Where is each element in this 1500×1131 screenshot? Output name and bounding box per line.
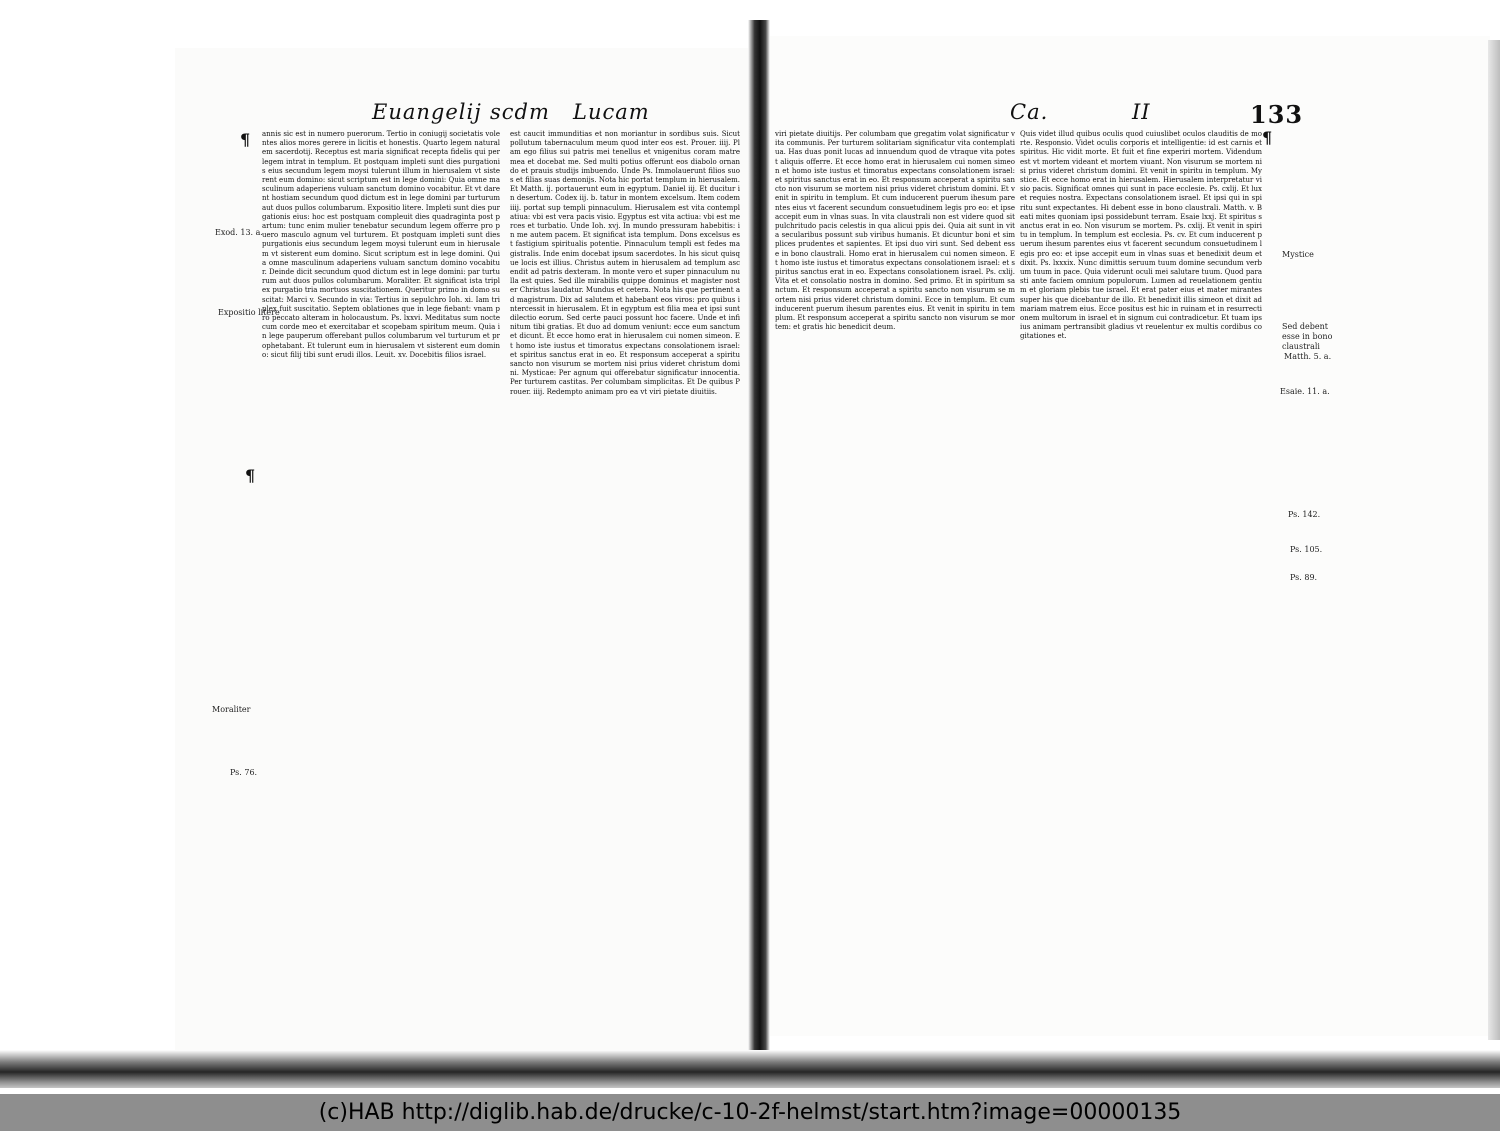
left-page-column-2 [510,130,740,850]
column-text: viri pietate diuitijs. Per columbam que gregatim volat significatur vita communis. Per turturem solitariam significatur vita contemplatiua. Has duas ponit lucas ad innuendum quod de vtraque vita potest aliquis offerre. Et ecce homo erat in hierusalem cui nomen simeon et homo iste iustus et timoratus expectans consolationem israel: et spiritus sanctus erat in eo. Et responsum acceperat a spiritu sancto non visurum se mortem nisi prius videret christum domini. Et venit in spiritu in templum. Et cum inducerent puerum ihesum parentes eius vt facerent secundum consuetudinem legis pro eo: et ipse accepit eum in vlnas suas. In vita claustrali non est videre quod sit pulchritudo pacis celestis in qua alicui ppis dei. Quia ait sunt in vita secularibus possunt sub viribus humanis. Et dicuntur boni et simplices prudentes et sapientes. Et ipsi duo viri sunt. Sed debent esse in bono claustrali. Homo erat in hierusalem cui nomen simeon. Et homo iste iustus et timoratus expectans consolationem israel: et spiritus sanctus erat in eo. Expectans consolationem israel. Ps. cxlij. Vita et et consolatio nostra in domino. Sed primo. Et in spiritum sanctum. Et responsum acceperat a spiritu sancto non visurum se mortem nisi prius videret christum domini. Ecce in templum. Et cum inducerent puerum ihesum parentes eius. Et venit in spiritu in templum. Et responsum acceperat a spiritu sancto non visurum se mortem: et gratis hic benedicit deum. [775,130,1015,332]
margin-note-mystice: Mystice [1282,250,1314,259]
paragraph-mark: ¶ [1262,128,1273,147]
margin-note-expositio: Expositio litere [218,308,280,317]
left-page-column-1 [262,130,500,850]
margin-note-matth: Matth. 5. a. [1284,352,1332,361]
paragraph-mark: ¶ [240,130,251,149]
column-text: est caucit immunditias et non moriantur in sordibus suis. Sicut pollutum tabernaculum meum quod inter eos est. Prouer. iiij. Plam ego filius sui patris mei tenellus et vnigenitus coram matre mea et docebat me. Sed multi potius offerunt eos diabolo ornando et prauis studijs imbuendo. Unde Ps. Immolauerunt filios suos et filias suas demonijs. Nota hic portat templum in hierusalem. Et Matth. ij. portauerunt eum in egyptum. Daniel iij. Et ducitur in desertum. Codex iij. b. tatur in montem excelsum. Item codem iiij. portat sup templi pinnaculum. Hierusalem est vita contemplatiua: vbi est vera pacis visio. Egyptus est vita actiua: vbi est merces et turbatio. Unde Ioh. xvj. In mundo pressuram habebitis: in me autem pacem. Et significat ista templum. Dons excelsus est fastigium spiritualis potentie. Pinnaculum templi est fedes magistralis. Inde enim docebat ipsum sacerdotes. In his sicut quisque locis est illius. Christus autem in hierusalem ad templum ascendit ad patris dexteram. In monte vero et super pinnaculum nulla est quies. Sed ille mirabilis quippe dominus et magister noster Christus laudatur. Mundus et cetera. Nota his que pertinent ad magistrum. Dix ad salutem et habebant eos viros: pro quibus intercessit in hierusalem. Et in egyptum est filia mea et ipsi sunt dilectio eorum. Sed certe pauci possunt hoc facere. Unde et infinitum tibi gratias. Et duo ad domum veniunt: ecce eum sanctum et dicunt. Et ecce homo erat in hierusalem cui nomen simeon. Et homo iste iustus et timoratus expectans consolationem israel: et spiritus sanctus erat in eo. Et responsum acceperat a spiritu sancto non visurum se mortem nisi prius videret christum domini. Mysticae: Per agnum qui offerebatur significatur innocentia. Per turturem castitas. Per columbam simplicitas. Et De quibus Prouer. iiij. Redempto animam pro ea vt viri pietate diuitiis. [510,130,740,396]
copyright-url-text: (c)HAB http://diglib.hab.de/drucke/c-10-2f-helmst/start.htm?image=00000135 [318,1100,1182,1125]
margin-note-ps142: Ps. 142. [1288,510,1321,519]
paragraph-mark: ¶ [245,466,256,485]
right-page-column-1 [775,130,1015,865]
margin-note-exod: Exod. 13. a. [215,228,263,237]
running-head-left-word2: scdm [490,100,550,124]
copyright-footer [0,1094,1500,1131]
margin-note-ps76: Ps. 76. [230,768,258,777]
margin-note-moraliter: Moraliter [212,705,251,714]
margin-note-esaie: Esaie. 11. a. [1280,387,1330,396]
scan-bottom-edge [0,1050,1500,1088]
column-text: annis sic est in numero puerorum. Tertio in coniugij societatis volentes alios mores gerere in licitis et honestis. Quarto legem naturalem sacerdotij. Receptus est maria significat recepta fidelis qui per legem intrat in templum. Et postquam impleti sunt dies purgationis eius secundum legem moysi tulerunt illum in hierusalem vt sisterent eum domino: sicut scriptum est in lege domini: Quia omne masculinum adaperiens vuluam sanctum domino vocabitur. Et vt darent hostiam secundum quod dictum est in lege domini par turturum aut duos pullos columbarum. Expositio litere. Impleti sunt dies purgationis eius: hoc est postquam compleuit dies quadraginta post partum: tunc enim mulier tenebatur secundum legem offerre pro puero masculo agnum vel turturem. Et postquam impleti sunt dies purgationis eius secundum legem moysi tulerunt eum in hierusalem vt sisterent eum domino. Sicut scriptum est in lege domini. Quia omne masculinum adaperiens vuluam sanctum domino vocabitur. Deinde dicit secundum quod dictum est in lege domini: par turturum aut duos pullos columbarum. Moraliter. Et significat ista triplex purgatio tria mortuos suscitationem. Queritur primo in domo suscitat: Marci v. Secundo in via: Tertius in sepulchro Ioh. xi. Iam triplex fuit suscitatio. Septem oblationes que in lege fiebant: vnam pro peccato alteram in holocaustum. Ps. lxxvi. Meditatus sum nocte cum corde meo et exercitabar et scopebam spiritum meum. Quia in lege pauperum offerebant pullos columbarum vel turturum et prophetabant. Et tulerunt eum in hierusalem vt sisterent eum domino: sicut filij tibi sunt erudi illos. Leuit. xv. Docebitis filios israel. [262,130,500,359]
running-head-chapter-number: II [1132,100,1151,124]
margin-note-ps105: Ps. 105. [1290,545,1323,554]
page-edge-shadow [1488,40,1500,1040]
right-page-column-2 [1020,130,1262,865]
running-head-left-word3: Lucam [573,100,650,124]
margin-note-sed-debent: Sed debent esse in bono claustrali [1282,322,1333,351]
running-head-chapter: Ca. [1010,100,1049,124]
column-text: Quis videt illud quibus oculis quod cuiuslibet oculos clauditis de morte. Responsio. Videt oculis corporis et intelligentie: id est carnis et spiritus. Hic vidit morte. Et fuit et fine experiri mortem. Videndum est vt mortem videant et mortem viuant. Non visurum se mortem nisi prius videret christum domini. Et venit in spiritu in templum. Mystice. Et ecce homo erat in hierusalem. Hierusalem interpretatur visio pacis. Significat omnes qui sunt in pace ecclesie. Ps. cxlij. Et lux et requies nostra. Expectans consolationem israel. Et ipsi qui in spiritu sunt expectantes. Hi debent esse in bono claustrali. Matth. v. Beati mites quoniam ipsi possidebunt terram. Esaie lxxj. Et spiritus sanctus erat in eo. Non visurum se mortem. Ps. cxlij. Et venit in spiritu in templum. In templum est ecclesia. Ps. cv. Et cum inducerent puerum ihesum parentes eius vt facerent secundum consuetudinem legis pro eo: et ipse accepit eum in vlnas suas et benedixit deum et dixit. Ps. lxxxix. Nunc dimittis seruum tuum domine secundum verbum tuum in pace. Quia viderunt oculi mei salutare tuum. Quod parasti ante faciem omnium populorum. Lumen ad reuelationem gentium et gloriam plebis tue israel. Et erat pater eius et mater mirantes super his que dicebantur de illo. Et benedixit illis simeon et dixit ad mariam matrem eius. Ecce positus est hic in ruinam et in resurrectionem multorum in israel et in signum cui contradicetur. Et tuam ipsius animam pertransibit gladius vt reuelentur ex multis cordibus cogitationes et. [1020,130,1262,341]
running-head-left-word1: Euangelij [372,100,482,124]
margin-note-ps89: Ps. 89. [1290,573,1318,582]
book-gutter [748,20,770,1060]
folio-number: 133 [1250,100,1304,129]
